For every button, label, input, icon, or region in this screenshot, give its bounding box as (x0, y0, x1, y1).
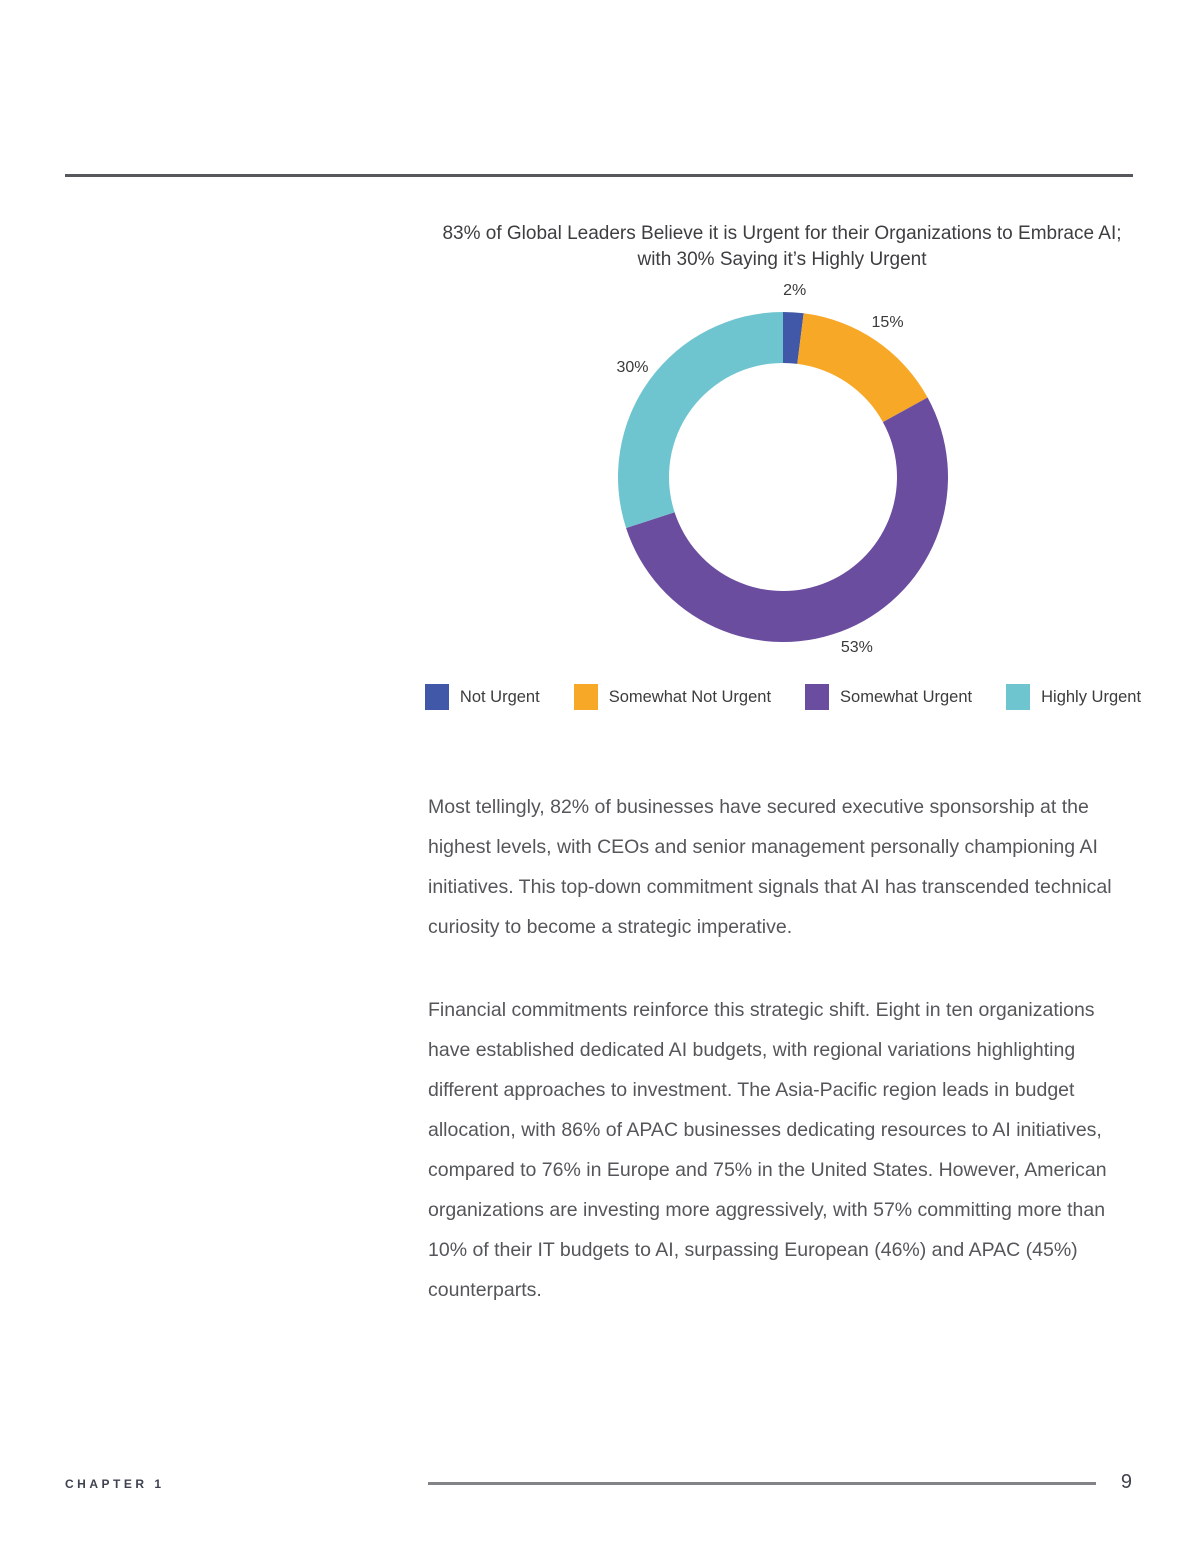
legend-label-not-urgent: Not Urgent (459, 687, 540, 706)
donut-segment-somewhat-not-urgent (797, 313, 927, 422)
body-paragraph-2: Financial commitments reinforce this strategic shift. Eight in ten organizations have established dedicated AI budgets, with regional variations highlighting different approaches to investment. The Asia-Pacific region leads in budget allocation, with 86% of APAC businesses dedicating resources to AI initiatives, compared to 76% in Europe and 75% in the United States. However, American organizations are investing more aggressively, with 57% committing more than 10% of their IT budgets to AI, surpassing European (46%) and APAC (45%) counterparts. (428, 999, 1107, 1301)
donut-percent-label-highly-urgent: 30% (616, 358, 649, 376)
chart-title-line-2: with 30% Saying it’s Highly Urgent (637, 249, 927, 270)
legend-swatch-highly-urgent (1006, 684, 1030, 710)
top-divider-rule (65, 174, 1133, 177)
legend-swatch-somewhat-not-urgent (574, 684, 598, 710)
legend-label-highly-urgent: Highly Urgent (1041, 687, 1142, 706)
legend-swatch-not-urgent (425, 684, 449, 710)
chart-title-line-1: 83% of Global Leaders Believe it is Urgent for their Organizations to Embrace AI; (442, 223, 1122, 244)
donut-percent-label-somewhat-urgent: 53% (840, 638, 873, 656)
donut-chart-svg (583, 277, 983, 677)
legend-label-somewhat-urgent: Somewhat Urgent (840, 687, 973, 706)
legend-item-highly-urgent (1006, 684, 1141, 710)
donut-percent-label-not-urgent: 2% (783, 282, 807, 300)
chart-title (392, 221, 1172, 273)
donut-segment-highly-urgent (618, 312, 783, 528)
body-paragraph-1: Most tellingly, 82% of businesses have secured executive sponsorship at the highest levels, with CEOs and senior management personally championing AI initiatives. This top-down commitment signals that AI has transcended technical curiosity to become a strategic imperative. (428, 796, 1112, 938)
legend-label-somewhat-not-urgent: Somewhat Not Urgent (608, 687, 772, 706)
footer-chapter-label: CHAPTER 1 (65, 1477, 165, 1491)
legend-swatch-somewhat-urgent (805, 684, 829, 710)
donut-chart (583, 277, 983, 677)
footer-divider-rule (428, 1482, 1096, 1485)
legend-item-somewhat-not-urgent (574, 684, 771, 710)
footer-page-number: 9 (1120, 1471, 1132, 1493)
donut-percent-label-somewhat-not-urgent: 15% (871, 314, 904, 332)
chart-legend (408, 684, 1158, 710)
legend-item-somewhat-urgent (805, 684, 972, 710)
legend-item-not-urgent (425, 684, 540, 710)
body-text (428, 787, 1140, 1310)
